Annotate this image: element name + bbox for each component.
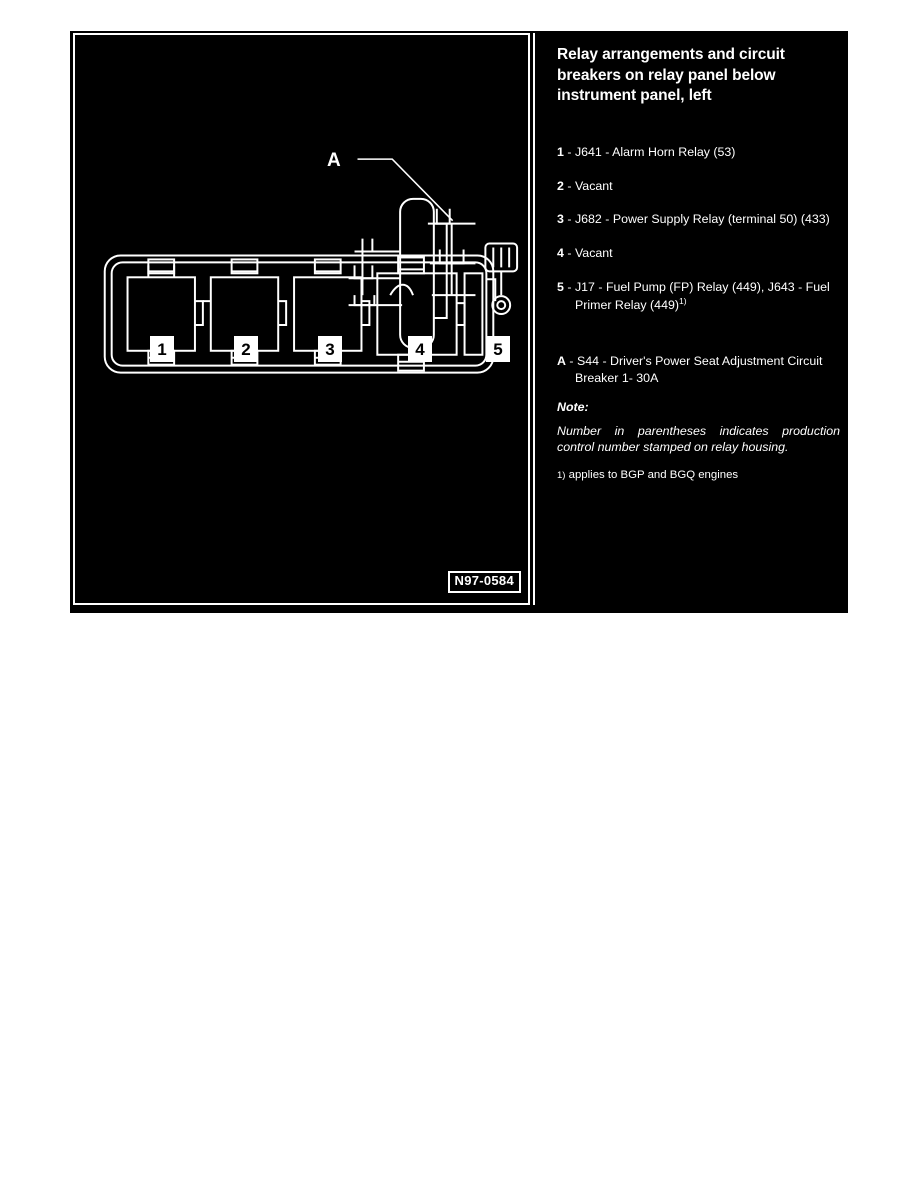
relay-number-4: 4 bbox=[408, 336, 432, 362]
figure-frame bbox=[73, 33, 530, 605]
legend-item-a bbox=[557, 353, 858, 385]
legend-item-2-dash: - bbox=[567, 178, 572, 193]
callout-label-a: A bbox=[327, 150, 342, 171]
legend-item-a-key: A bbox=[557, 354, 566, 369]
legend-item-5-dash: - bbox=[567, 279, 572, 294]
legend-item-5-footnote-marker: 1) bbox=[678, 295, 687, 306]
legend-item-4-dash: - bbox=[567, 246, 572, 261]
panel-divider bbox=[533, 33, 535, 605]
legend-title: Relay arrangements and circuit breakers on relay panel below instrument panel, left bbox=[557, 46, 785, 105]
legend-panel bbox=[557, 45, 842, 482]
relay-number-1: 1 bbox=[150, 336, 174, 362]
legend-item-4-key: 4 bbox=[557, 246, 564, 261]
figure-id-label: N97-0584 bbox=[448, 571, 522, 593]
note-block bbox=[557, 400, 840, 455]
legend-item-3-dash: - bbox=[567, 212, 572, 227]
footnote-marker: 1) bbox=[557, 469, 566, 481]
legend-item-2 bbox=[557, 179, 858, 195]
legend-item-3 bbox=[557, 212, 858, 228]
diagram-plate bbox=[70, 31, 848, 613]
legend-item-4-text: Vacant bbox=[574, 246, 613, 261]
callout-leader-line bbox=[358, 159, 453, 221]
relay-panel-illustration bbox=[75, 35, 528, 603]
note-text: Number in parentheses indicates production control number stamped on relay housing. bbox=[557, 423, 840, 454]
note-label: Note: bbox=[557, 399, 589, 414]
legend-item-1 bbox=[557, 145, 858, 161]
relay-number-5: 5 bbox=[486, 336, 510, 362]
legend-item-5 bbox=[557, 280, 858, 314]
footnote-text: applies to BGP and BGQ engines bbox=[568, 468, 739, 481]
legend-item-list bbox=[557, 145, 842, 314]
legend-item-4 bbox=[557, 246, 858, 262]
relay-slot-5 bbox=[465, 273, 483, 354]
legend-item-3-text: J682 - Power Supply Relay (terminal 50) (433) bbox=[574, 212, 830, 227]
legend-item-a-text: S44 - Driver's Power Seat Adjustment Circuit Breaker 1- 30A bbox=[575, 354, 823, 385]
legend-item-1-dash: - bbox=[567, 144, 572, 159]
legend-item-5-key: 5 bbox=[557, 279, 564, 294]
relay-number-2: 2 bbox=[234, 336, 258, 362]
legend-item-a-dash: - bbox=[569, 354, 574, 369]
legend-item-2-key: 2 bbox=[557, 178, 564, 193]
legend-item-2-text: Vacant bbox=[574, 178, 613, 193]
relay-number-3: 3 bbox=[318, 336, 342, 362]
legend-item-1-text: J641 - Alarm Horn Relay (53) bbox=[574, 144, 736, 159]
footnote bbox=[557, 468, 842, 482]
legend-item-5-text: J17 - Fuel Pump (FP) Relay (449), J643 - Fuel Primer Relay (449) bbox=[574, 279, 830, 312]
legend-item-1-key: 1 bbox=[557, 144, 564, 159]
legend-item-3-key: 3 bbox=[557, 212, 564, 227]
